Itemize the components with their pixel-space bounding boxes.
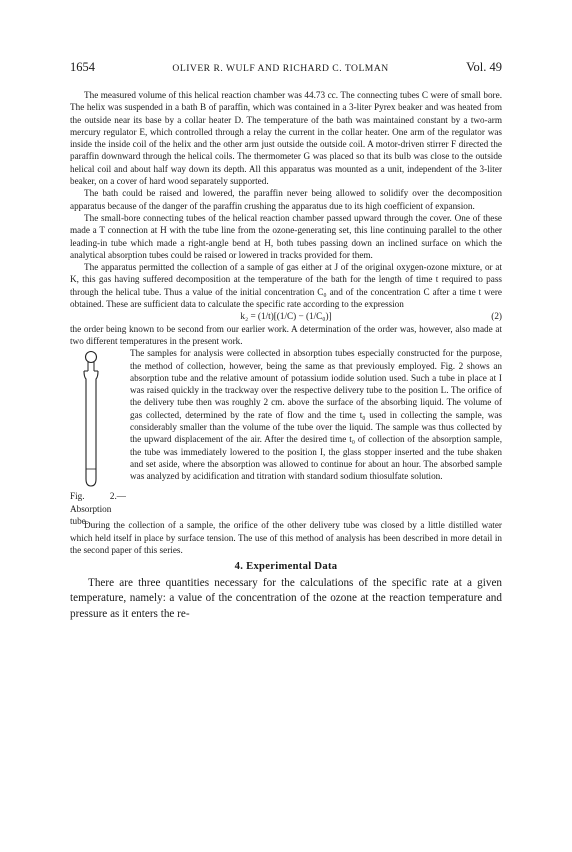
equation-text: k₂ = (1/t)[(1/C) − (1/C₀)] bbox=[240, 311, 332, 322]
paragraph-apparatus: The measured volume of this helical reaction chamber was 44.73 cc. The connecting tubes C were of small bore. The helix was suspended in a bath B of paraffin, which was contained in a 3-liter Pyrex beaker and was heated from the outside near its base by a collar heater D. The temperature of the bath was maintained constant by a two-arm mercury regulator E, which controlled through a relay the current in the collar heater. One arm of the regulator was inside the inside coil of the helix and the other arm just outside the outside coil. A motor-driven stirrer F directed the paraffin downward through the helical coils. The thermometer G was placed so that its bulb was close to the outside helical coil and about half way down its depth. All this apparatus was mounted as a unit, independent of the 3-liter beaker, on a cover of hard wood separately supported. bbox=[70, 90, 502, 187]
running-header bbox=[70, 60, 502, 75]
paragraph-connecting-tubes: The small-bore connecting tubes of the helical reaction chamber passed upward through the cover. One of these made a T connection at H with the tube line from the ozone-generating set, this line continuing parallel to the other leading-in tube which made a right-angle bend at H, both tubes passing down an inclined surface on which the analytical absorption tubes could be raised or lowered in tracks provided for them. bbox=[70, 212, 502, 260]
paragraph-absorption-tubes: The samples for analysis were collected in absorption tubes especially constructed for the purpose, the method of collection, however, being the same as that previously employed. Fig. 2 shows an absorption tube and the relative amount of potassium iodide solution used. Such a tube in place at I was raised quickly in the trackway over the respective delivery tube to the position L. The orifice of the delivery tube then was roughly 2 cm. above the surface of the absorbing liquid. The volume of gas collected, determined by the rate of flow and the time t₀ used in collecting the sample, was considerably smaller than the volume of the tube over the liquid. The sample was thus collected by the upward displacement of the air. After the desired time t₀ of collection of the absorption sample, the tube was immediately lowered to the position I, the glass stopper inserted and the tube shaken and set aside, where the absorption was allowed to continue for about an hour. The absorbed sample was analyzed by acidification and titration with standard sodium thiosulfate solution. bbox=[130, 348, 502, 482]
equation-number: (2) bbox=[491, 311, 502, 322]
section-heading: 4. Experimental Data bbox=[234, 561, 338, 573]
figure-caption: Fig. 2.—Absorption tube. bbox=[70, 491, 126, 526]
paragraph-section-intro: There are three quantities necessary for the calculations of the specific rate at a given temperature, namely: a value of the concentration of the ozone at the reaction temperature and pressure as it enters the re- bbox=[70, 577, 502, 620]
page-number: 1654 bbox=[70, 60, 95, 74]
running-authors: OLIVER R. WULF AND RICHARD C. TOLMAN bbox=[172, 63, 389, 74]
equation-2 bbox=[70, 310, 502, 322]
figure-side-text bbox=[130, 347, 502, 482]
paragraph-orifice: During the collection of a sample, the orifice of the other delivery tube was closed by a little distilled water which held itself in place by surface tension. The use of this method of analysis has been described in more detail in the second paper of this series. bbox=[70, 520, 502, 555]
volume-number: Vol. 49 bbox=[466, 60, 502, 74]
absorption-tube-drawing-icon bbox=[80, 349, 102, 489]
paragraph-order: the order being known to be second from our earlier work. A determination of the order was, however, also made at two different temperatures in the present work. bbox=[70, 323, 502, 346]
paragraph-bath: The bath could be raised and lowered, the paraffin never being allowed to solidify over the decomposition apparatus because of the danger of the paraffin crushing the apparatus due to its high coefficient of expansion. bbox=[70, 188, 502, 211]
figure-block bbox=[70, 347, 502, 526]
paragraph-sampling: The apparatus permitted the collection of a sample of gas either at J of the original oxygen-ozone mixture, or at K, this gas having suffered decomposition at the temperature of the bath for the length of time t required to pass through the helical tube. Thus a value of the initial concentration C₀ and of the concentration C after a time t were obtained. These are sufficient data to calculate the specific rate according to the expression bbox=[70, 262, 502, 310]
figure-2 bbox=[70, 347, 126, 526]
